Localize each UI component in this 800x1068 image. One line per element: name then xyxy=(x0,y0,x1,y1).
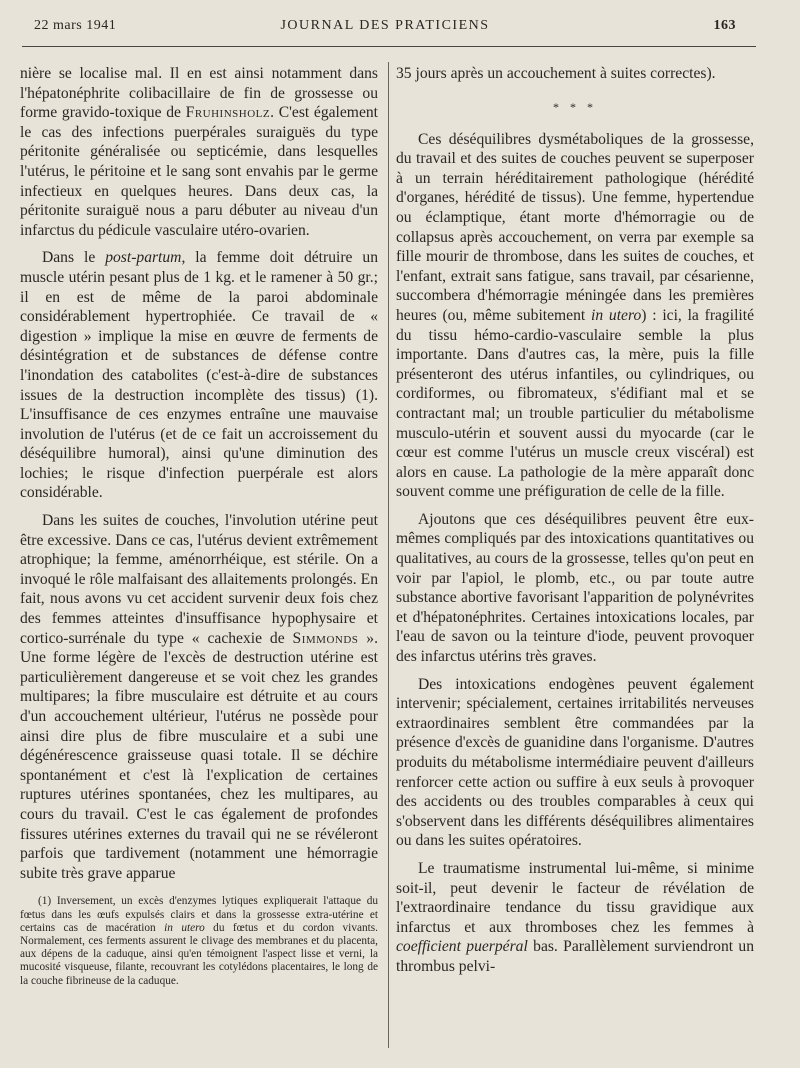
author-name: Simmonds xyxy=(292,629,359,647)
italic-term: in utero xyxy=(591,306,642,324)
section-separator: * * * xyxy=(553,99,597,114)
journal-title: JOURNAL DES PRATICIENS xyxy=(280,18,490,33)
italic-term: in utero xyxy=(164,921,205,934)
paragraph: Ces déséquilibres dysmétaboliques de la grossesse, du travail et des suites de couches peuvent se superposer à un terrain héréditairement pathologique (hérédité d'organes, hérédité de tissus). Une femme, hypertendue ou éclamptique, étant morte d'hémorragie ou de collapsus après accouchement, on verra par exemple sa fille mourir de thrombose, dans les suites de couches, et l'enfant, extrait sans fatigue, sans travail, par césarienne, succombera d'hémorragie méningée dans les premières heures (ou, même subitement in utero) : ici, la fragilité du tissu hémo-cardio-vasculaire semble la plus importante. Dans d'autres cas, la mère, puis la fille présenteront des utérus infantiles, ou cylindriques, ou cordiformes, ou fibromateux, s'édifiant mal et se contractant mal; un trouble particulier du métabolisme musculo-utérin et souvent aussi du myocarde (car le cœur est comme l'utérus un muscle creux viscéral) est alors en cause. La pathologie de la mère apparaît donc souvent comme une préfiguration de celle de la fille. xyxy=(396,130,754,501)
page-number: 163 xyxy=(713,18,736,33)
paragraph: Le traumatisme instrumental lui-même, si minime soit-il, peut devenir le facteur de révélation de l'extraordinaire tendance du tissu gravidique aux infarctus et aux thromboses chez les femmes à coefficient puerpéral bas. Parallèlement surviendront un thrombus pelvi- xyxy=(396,859,755,975)
paragraph: Dans le post-partum, la femme doit détruire un muscle utérin pesant plus de 1 kg. et le ramener à 50 gr.; il en est de même de la paroi abdominale considérablement hypertrophiée. Ce travail de « digestion » implique la mise en œuvre de ferments de désintégration et de substances de défense contre l'inondation des catabolites (c'est-à-dire de substances issues de la destruction incomplète des tissus) (1). L'insuffisance de ces enzymes entraîne une mauvaise involution de l'utérus (et de ce fait un accroissement du déséquilibre humoral), ainsi qu'une diminution des lochies; le risque d'infection puerpérale est alors considérable. xyxy=(20,249,378,502)
italic-term: post-partum xyxy=(105,249,182,267)
header-rule xyxy=(22,46,756,47)
author-name: Fruhinsholz xyxy=(185,104,271,122)
paragraph: Ajoutons que ces déséquilibres peuvent être eux-mêmes compliqués par des intoxications quantitatives ou qualitatives, au cours de la grossesse, telles qu'on peut en voir par l'apiol, le plomb, etc., ou par toute autre substance abortive favorisant l'apparition de polynévrites et d'hépatonéphrites. Certaines intoxications locales, par l'eau de savon ou la teinture d'iode, peuvent provoquer des infarctus utérins très graves. xyxy=(396,510,754,666)
paragraph: nière se localise mal. Il en est ainsi notamment dans l'hépatonéphrite colibacillaire de fin de grossesse ou forme gravido-toxique de Fruhinsholz. C'est également le cas des infections puerpérales suraiguës du type péritonite généralisée ou septicémie, dans lesquelles l'utérus, le péritoine et le sang sont envahis par le germe infectieux en quelques heures. Dans deux cas, la péritonite suraiguë nous a paru débuter au niveau d'un infarctus du pédicule vasculaire utéro-ovarien. xyxy=(20,65,378,239)
right-column xyxy=(396,64,754,985)
paragraph: Dans les suites de couches, l'involution utérine peut être excessive. Dans ce cas, l'utérus devient extrêmement atrophique; la femme, aménorrhéique, est stérile. On a invoqué le rôle malfaisant des allaitements prolongés. En fait, nous avons vu cet accident survenir deux fois chez des femmes atteintes d'insuffisance hypophysaire et cortico-surrénale du type « cachexie de Simmonds ». Une forme légère de l'excès de destruction utérine est particulièrement dangereuse et se voit chez les grandes multipares; la fibre musculaire est détruite et au cours d'un accouchement ultérieur, l'utérus ne possède pour ainsi dire plus de fibre musculaire et a subi une dégénérescence graisseuse quasi totale. Il se déchire spontanément et c'est là l'explication de certaines ruptures utérines spontanées, chez les multipares, au cours du travail. C'est le cas également de profondes fissures utérines externes du travail qui ne se révéleront parfois que tardivement (notamment une hémorragie subite très grave apparue xyxy=(20,512,379,882)
column-divider xyxy=(388,62,389,1048)
paragraph: Des intoxications endogènes peuvent également intervenir; spécialement, certaines irritabilités nerveuses extraordinaires semblent être commandées par la présence d'excès de guanidine dans l'organisme. D'autres produits du métabolisme intermédiaire peuvent d'ailleurs renforcer cette action ou suffire à eux seuls à provoquer des accidents ou des troubles comparables à ceux qui s'observent dans les différents déséquilibres alimentaires ou dans les suites opératoires. xyxy=(396,675,754,850)
footnote: (1) Inversement, un excès d'enzymes lytiques expliquerait l'attaque du fœtus dans les œufs expulsés clairs et dans la grossesse extra-utérine et certains cas de macération in utero du fœtus et du cordon vivants. Normalement, ces ferments assurent le clivage des membranes et du placenta, aux dépens de la caduque, ainsi qu'en témoignent l'aspect lisse et verni, la mucosité visqueuse, filante, recouvrant les cotylédons placentaires, le long de la couche fibrineuse de la caduque. xyxy=(20,895,378,987)
left-column xyxy=(20,64,378,988)
running-header xyxy=(34,18,736,40)
header-date: 22 mars 1941 xyxy=(34,18,117,33)
paragraph: 35 jours après un accouchement à suites correctes). xyxy=(396,65,716,82)
italic-term: coefficient puerpéral xyxy=(396,938,528,956)
